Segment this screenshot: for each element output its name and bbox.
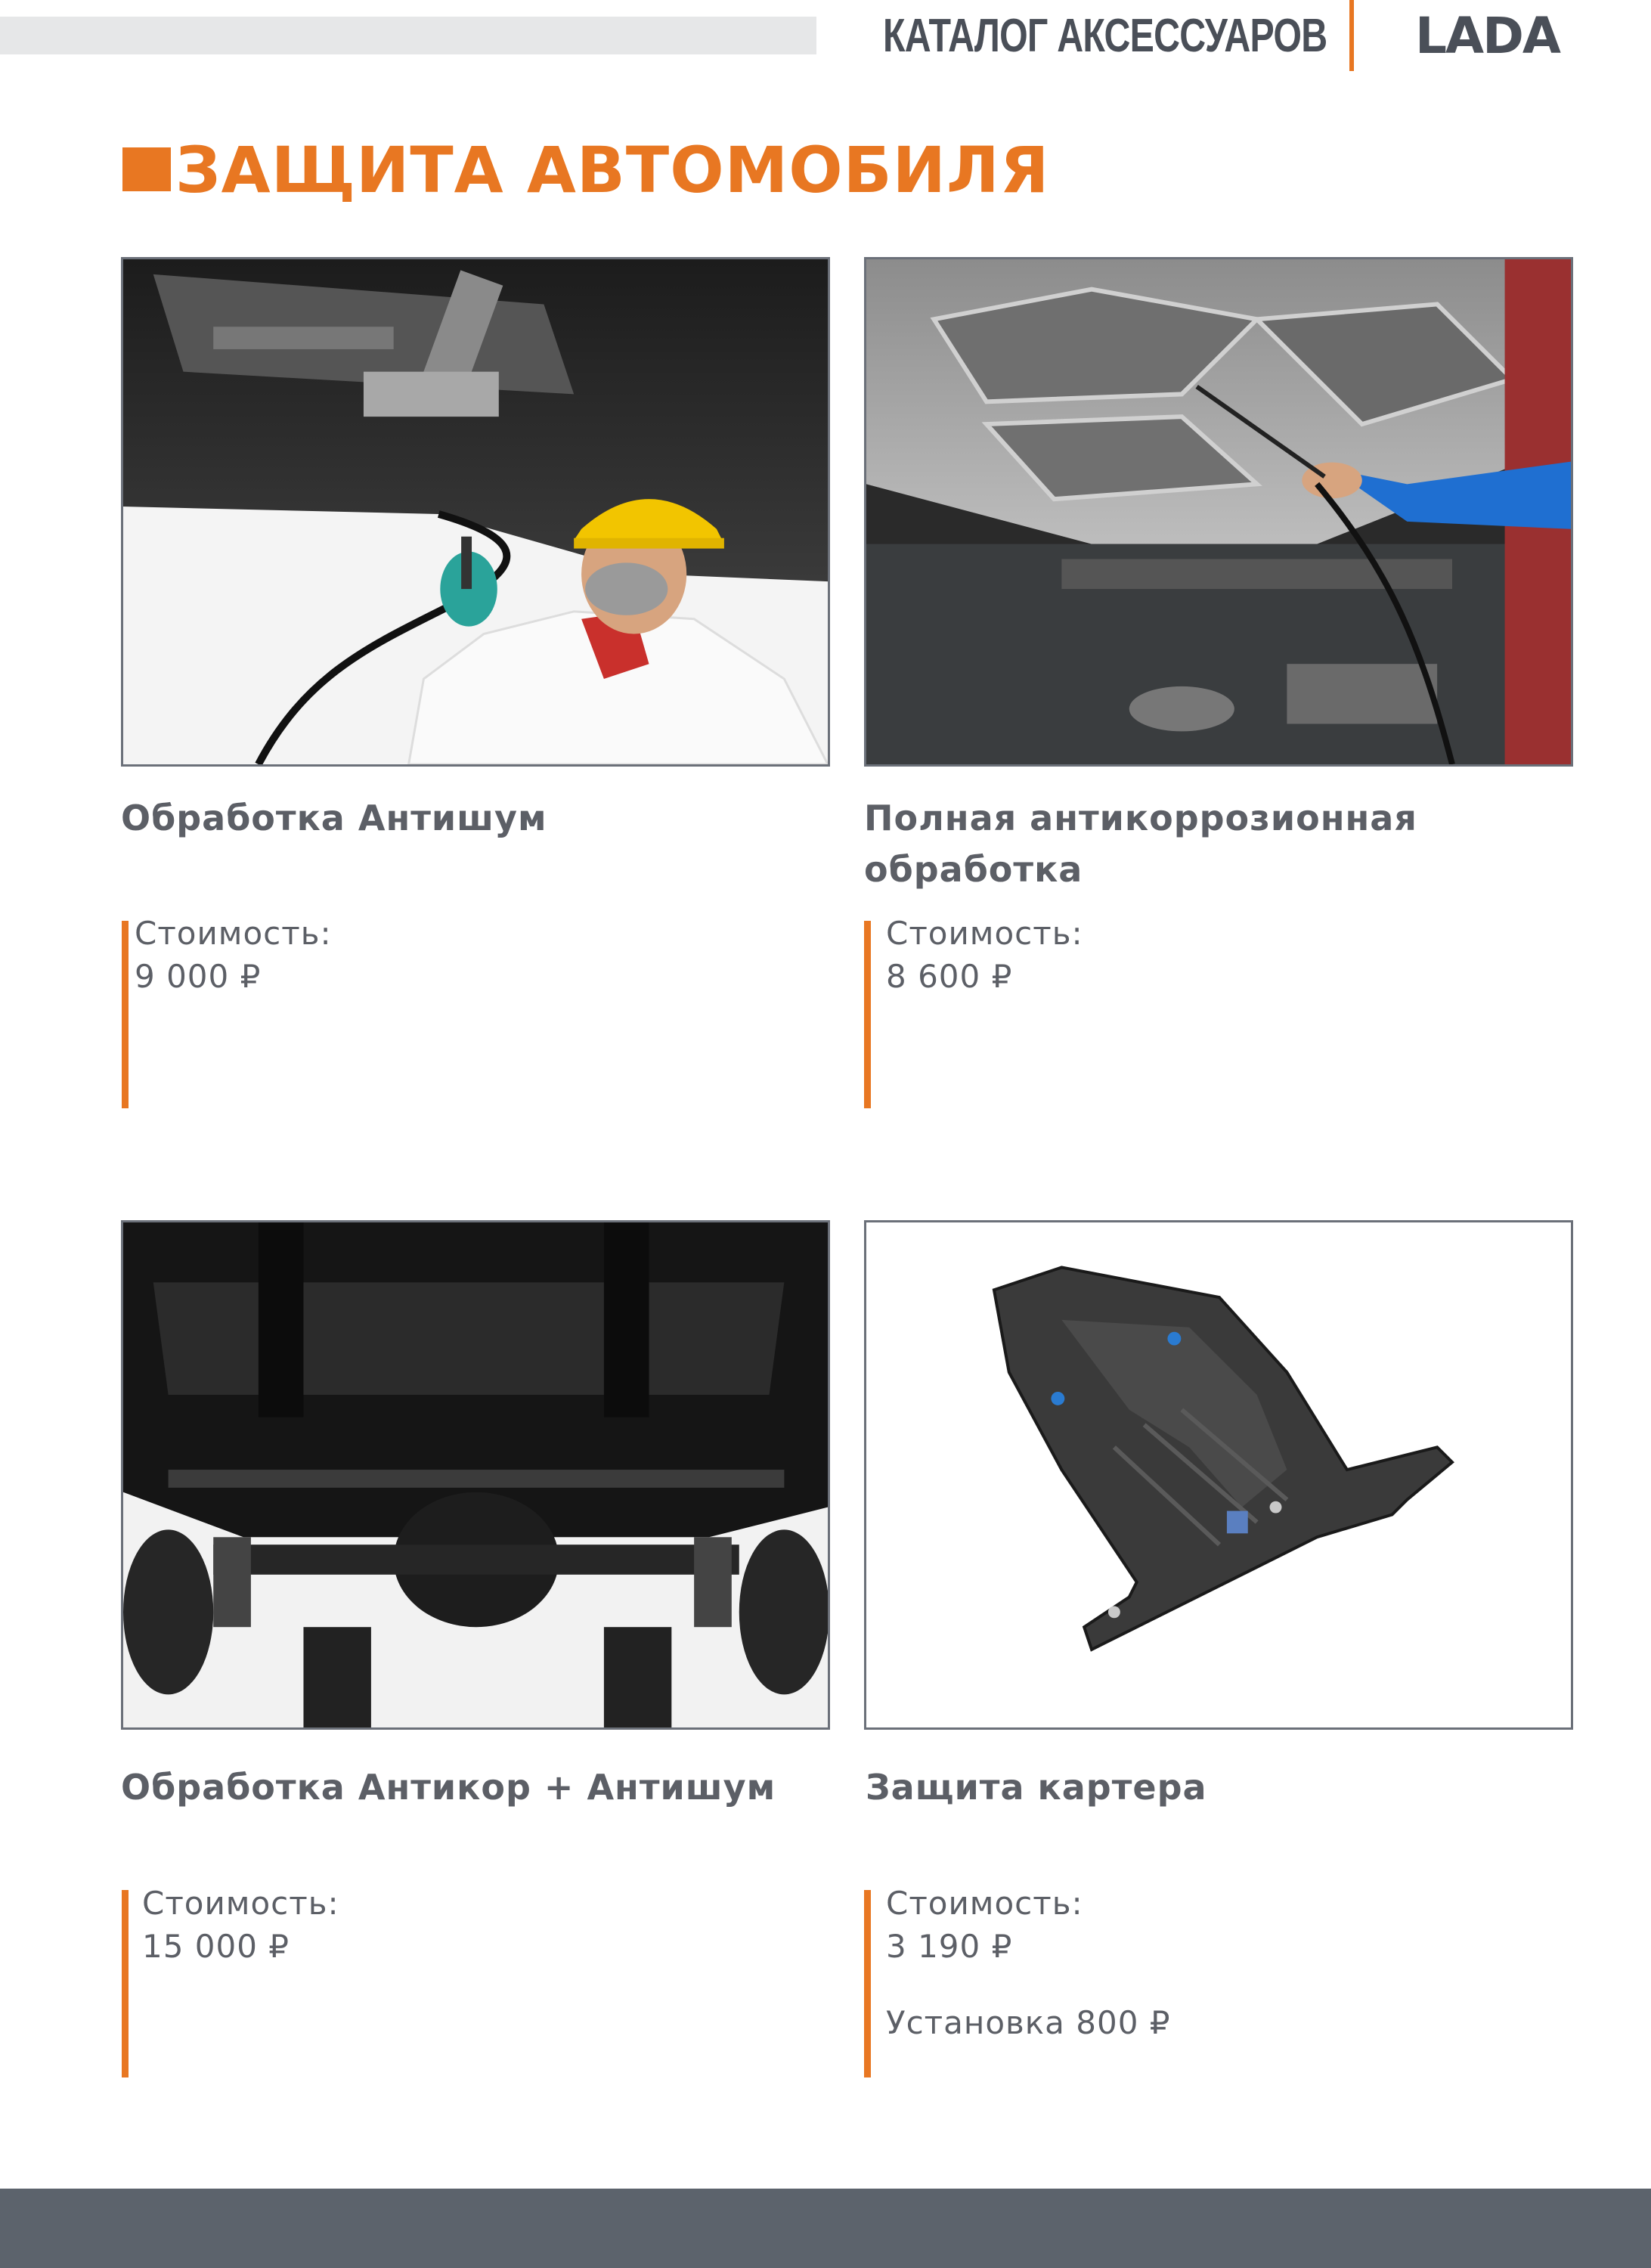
card-2-title: Полная антикоррозионная обработка xyxy=(864,798,1417,890)
card-1-accent-bar xyxy=(122,921,129,1108)
card-2-price-label: Стоимость: xyxy=(886,915,1083,952)
card-3-price-label: Стоимость: xyxy=(142,1885,339,1922)
card-1-price-label: Стоимость: xyxy=(135,915,332,952)
underbody-spray-photo xyxy=(121,257,830,767)
card-2-price: 8 600 ₽ xyxy=(886,958,1013,995)
title-marker-square xyxy=(122,147,171,191)
crankcase-skid-plate-photo xyxy=(864,1220,1573,1730)
card-4-price-label: Стоимость: xyxy=(886,1885,1083,1922)
brand-logo[interactable]: LADA xyxy=(1415,7,1560,65)
page-title: ЗАЩИТА АВТОМОБИЛЯ xyxy=(175,133,1050,207)
card-4-accent-bar xyxy=(864,1890,871,2077)
card-4-install-price: Установка 800 ₽ xyxy=(886,2004,1171,2041)
card-3-accent-bar xyxy=(122,1890,129,2077)
vehicle-underside-photo xyxy=(121,1220,830,1730)
catalog-title: КАТАЛОГ АКСЕССУАРОВ xyxy=(883,10,1327,62)
card-2-accent-bar xyxy=(864,921,871,1108)
card-4-title: Защита картера xyxy=(866,1767,1207,1808)
header-divider xyxy=(1349,0,1354,71)
card-1-title: Обработка Антишум xyxy=(121,798,547,838)
card-3-title: Обработка Антикор + Антишум xyxy=(121,1767,776,1808)
card-3-price: 15 000 ₽ xyxy=(142,1928,290,1965)
card-1-price: 9 000 ₽ xyxy=(135,958,262,995)
card-4-price: 3 190 ₽ xyxy=(886,1928,1013,1965)
header-bar xyxy=(0,17,816,54)
footer-bar xyxy=(0,2189,1651,2268)
hood-anticorrosion-photo xyxy=(864,257,1573,767)
